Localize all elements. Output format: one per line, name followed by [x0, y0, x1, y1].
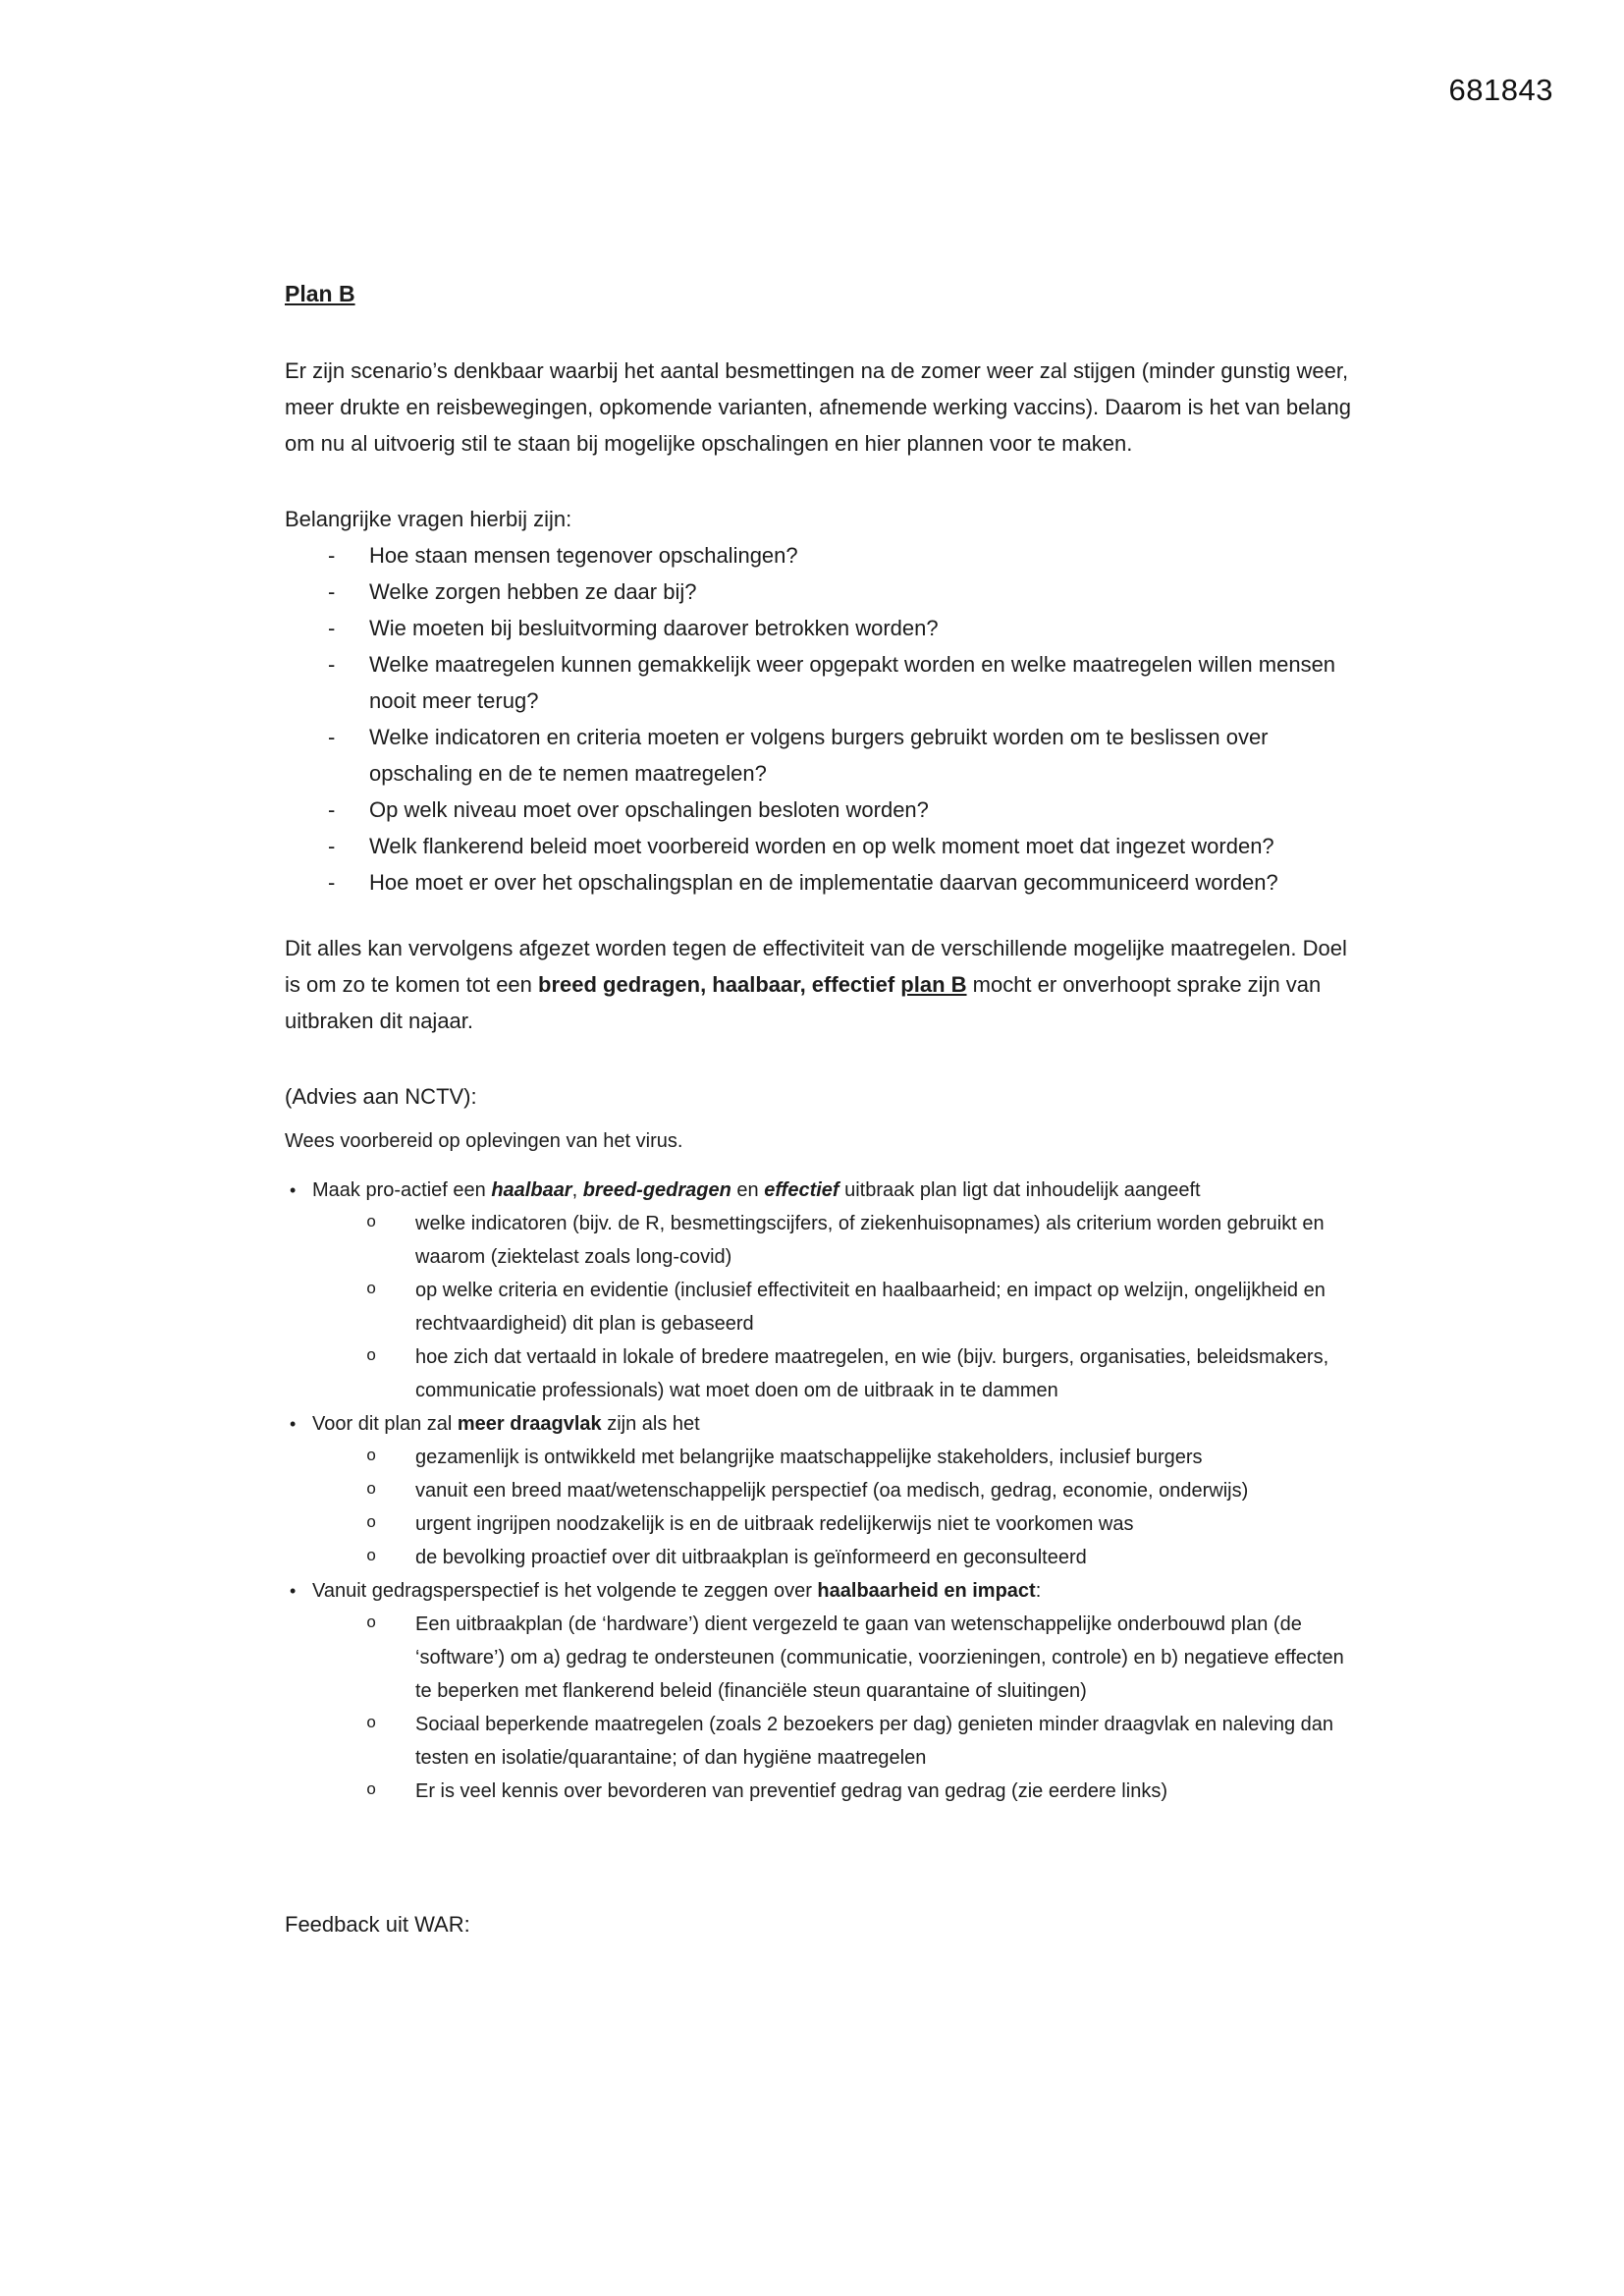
sub-list-item [285, 1541, 1357, 1574]
sub-item-text: urgent ingrijpen noodzakelijk is en de uitbraak redelijkerwijs niet te voorkomen was [415, 1513, 1134, 1535]
bullet-item-text: Maak pro-actief een haalbaar, breed-gedragen en effectief uitbraak plan ligt dat inhoudelijk aangeeft [312, 1179, 1201, 1201]
list-item-text: Hoe moet er over het opschalingsplan en de implementatie daarvan gecommuniceerd worden? [369, 870, 1278, 895]
list-item-text: Wie moeten bij besluitvorming daarover betrokken worden? [369, 616, 939, 640]
circle-bullet: o [366, 1514, 377, 1533]
bullet-item [285, 1574, 1357, 1608]
sub-item-text: Sociaal beperkende maatregelen (zoals 2 bezoekers per dag) genieten minder draagvlak en naleving dan testen en isolatie/quarantaine; of dan hygiëne maatregelen [415, 1714, 1334, 1769]
questions-list [285, 537, 1357, 901]
list-item-text: Welk flankerend beleid moet voorbereid worden en op welk moment moet dat ingezet worden? [369, 834, 1274, 858]
bullet-item-text: Vanuit gedragsperspectief is het volgende te zeggen over haalbaarheid en impact: [312, 1580, 1042, 1602]
sub-item-text: vanuit een breed maat/wetenschappelijk perspectief (oa medisch, gedrag, economie, onderwijs) [415, 1480, 1249, 1502]
dash-bullet: - [328, 797, 336, 822]
sub-item-text: welke indicatoren (bijv. de R, besmettingscijfers, of ziekenhuisopnames) als criterium worden gebruikt en waarom (ziektelast zoals long-covid) [415, 1213, 1325, 1268]
list-item-text: Op welk niveau moet over opschalingen besloten worden? [369, 797, 929, 822]
list-item-text: Welke indicatoren en criteria moeten er volgens burgers gebruikt worden om te beslissen over opschaling en de te nemen maatregelen? [369, 725, 1269, 786]
sub-list-item [285, 1474, 1357, 1507]
dash-bullet: - [328, 616, 336, 640]
sub-list-item [285, 1441, 1357, 1474]
conclusion-paragraph: Dit alles kan vervolgens afgezet worden tegen de effectiviteit van de verschillende mogelijke maatregelen. Doel is om zo te komen tot een breed gedragen, haalbaar, effectief plan B mocht er onverhoopt sprake zijn van uitbraken dit najaar. [285, 936, 1347, 1033]
bullet-item [285, 1407, 1357, 1441]
bullet-item-text: Voor dit plan zal meer draagvlak zijn als het [312, 1413, 700, 1435]
dash-bullet: - [328, 870, 336, 895]
list-item [285, 828, 1357, 864]
circle-bullet: o [366, 1214, 377, 1232]
questions-intro: Belangrijke vragen hierbij zijn: [285, 507, 572, 531]
round-bullet: • [290, 1581, 297, 1601]
list-item-text: Welke zorgen hebben ze daar bij? [369, 579, 697, 604]
advies-heading: (Advies aan NCTV): [285, 1084, 477, 1109]
sub-list-item [285, 1608, 1357, 1708]
document-number: 681843 [1448, 73, 1553, 107]
feedback-heading: Feedback uit WAR: [285, 1912, 470, 1937]
circle-bullet: o [366, 1548, 377, 1566]
round-bullet: • [290, 1180, 297, 1200]
sub-list-item [285, 1207, 1357, 1274]
dash-bullet: - [328, 579, 336, 604]
list-item-text: Hoe staan mensen tegenover opschalingen? [369, 543, 798, 568]
sub-item-text: Er is veel kennis over bevorderen van preventief gedrag van gedrag (zie eerdere links) [415, 1780, 1167, 1802]
sub-list-item [285, 1340, 1357, 1407]
sub-item-text: gezamenlijk is ontwikkeld met belangrijke maatschappelijke stakeholders, inclusief burgers [415, 1447, 1203, 1468]
sub-item-text: hoe zich dat vertaald in lokale of bredere maatregelen, en wie (bijv. burgers, organisaties, beleidsmakers, communicatie professionals) wat moet doen om de uitbraak in te dammen [415, 1346, 1329, 1401]
list-item [285, 610, 1357, 646]
circle-bullet: o [366, 1347, 377, 1366]
bullet-item [285, 1174, 1357, 1207]
circle-bullet: o [366, 1281, 377, 1299]
advies-bullet-list [285, 1174, 1357, 1808]
dash-bullet: - [328, 543, 336, 568]
sub-list-item [285, 1708, 1357, 1775]
intro-paragraph: Er zijn scenario’s denkbaar waarbij het aantal besmettingen na de zomer weer zal stijgen (minder gunstig weer, meer drukte en reisbewegingen, opkomende varianten, afnemende werking vaccins). Daarom is het van belang om nu al uitvoerig stil te staan bij mogelijke opschalingen en hier plannen voor te maken. [285, 358, 1351, 456]
list-item [285, 574, 1357, 610]
list-item [285, 864, 1357, 901]
document-content [285, 281, 1357, 1942]
list-item-text: Welke maatregelen kunnen gemakkelijk weer opgepakt worden en welke maatregelen willen mensen nooit meer terug? [369, 652, 1336, 713]
circle-bullet: o [366, 1781, 377, 1800]
list-item [285, 646, 1357, 719]
circle-bullet: o [366, 1448, 377, 1466]
list-item [285, 719, 1357, 792]
sub-list-item [285, 1274, 1357, 1340]
round-bullet: • [290, 1414, 297, 1434]
page-title: Plan B [285, 281, 355, 306]
list-item [285, 792, 1357, 828]
list-item [285, 537, 1357, 574]
circle-bullet: o [366, 1614, 377, 1633]
circle-bullet: o [366, 1715, 377, 1733]
dash-bullet: - [328, 834, 336, 858]
sub-item-text: de bevolking proactief over dit uitbraakplan is geïnformeerd en geconsulteerd [415, 1547, 1087, 1568]
sub-item-text: op welke criteria en evidentie (inclusief effectiviteit en haalbaarheid; en impact op welzijn, ongelijkheid en rechtvaardigheid) dit plan is gebaseerd [415, 1280, 1326, 1335]
sub-list-item [285, 1775, 1357, 1808]
dash-bullet: - [328, 725, 336, 749]
advies-intro: Wees voorbereid op oplevingen van het virus. [285, 1130, 683, 1152]
circle-bullet: o [366, 1481, 377, 1500]
sub-list-item [285, 1507, 1357, 1541]
dash-bullet: - [328, 652, 336, 677]
sub-item-text: Een uitbraakplan (de ‘hardware’) dient vergezeld te gaan van wetenschappelijke onderbouwd plan (de ‘software’) om a) gedrag te ondersteunen (communicatie, voorzieningen, controle) en b) negatieve effecten te beperken met flankerend beleid (financiële steun quarantaine of sluitingen) [415, 1613, 1344, 1702]
